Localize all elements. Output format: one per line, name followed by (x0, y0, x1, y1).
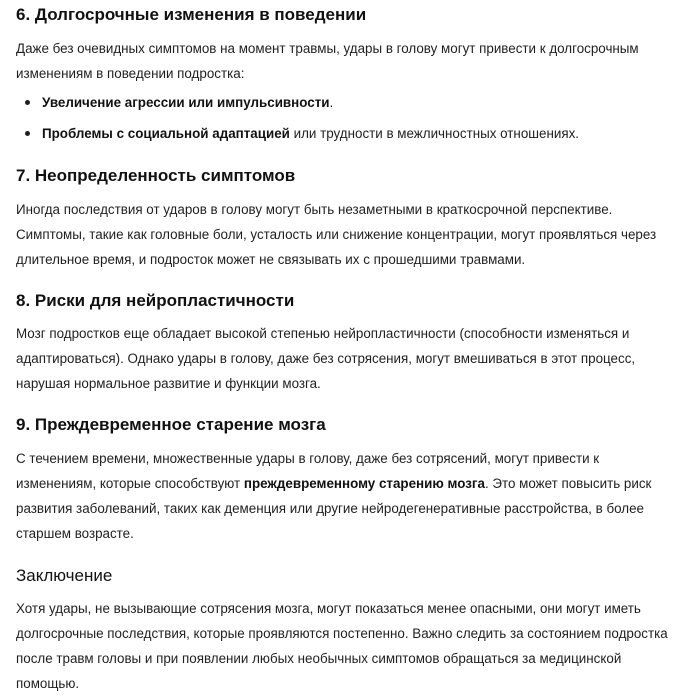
text-line: старшем возрасте. (16, 526, 134, 541)
text-line: развития заболеваний, таких как деменция или другие нейродегенеративные расстройства, в более (16, 501, 644, 516)
section-7-heading: 7. Неопределенность симптомов (16, 166, 296, 185)
text-fragment: изменениям, которые способствуют (16, 476, 244, 491)
section-6-heading: 6. Долгосрочные изменения в поведении (16, 5, 367, 24)
section-7-text (16, 197, 690, 272)
text-line: Даже без очевидных симптомов на момент травмы, удары в голову могут привести к долгосрочным (16, 41, 639, 56)
text-line: адаптироваться). Однако удары в голову, даже без сотрясения, могут вмешиваться в этот процесс, (16, 351, 636, 366)
text-line (16, 471, 690, 496)
text-line: нарушая нормальное развитие и функции мозга. (16, 376, 321, 391)
list-item (16, 121, 690, 146)
bullet-rest: или трудности в межличностных отношениях. (289, 126, 579, 141)
list-item (16, 90, 690, 115)
bullet-dot (25, 100, 30, 105)
conclusion-text (16, 596, 690, 696)
text-line: Хотя удары, не вызывающие сотрясения мозга, могут показаться менее опасными, они могут иметь (16, 601, 641, 616)
section-8-text (16, 321, 690, 396)
text-line: долгосрочные последствия, которые проявляются постепенно. Важно следить за состоянием подростка (16, 626, 668, 641)
text-line: С течением времени, множественные удары в голову, даже без сотрясений, могут привести к (16, 451, 600, 466)
emphasis-text: преждевременному старению мозга (243, 476, 485, 491)
section-9-heading: 9. Преждевременное старение мозга (16, 415, 326, 434)
conclusion-heading: Заключение (16, 566, 113, 585)
bullet-bold: Увеличение агрессии или импульсивности (42, 95, 330, 110)
text-line: после травм головы и при появлении любых необычных симптомов обращаться за медицинской (16, 651, 622, 666)
text-line: изменениям в поведении подростка: (16, 66, 245, 81)
text-line: длительное время, и подросток может не связывать их с прошедшими травмами. (16, 252, 526, 267)
bullet-rest: . (329, 95, 334, 110)
bullet-dot (25, 131, 30, 136)
bullet-bold: Проблемы с социальной адаптацией (42, 126, 290, 141)
section-6-intro (16, 36, 690, 86)
section-8-heading: 8. Риски для нейропластичности (16, 291, 295, 310)
text-line: Симптомы, такие как головные боли, усталость или снижение концентрации, могут проявляться через (16, 227, 657, 242)
text-fragment: . Это может повысить риск (484, 476, 652, 491)
section-6-list (16, 90, 690, 146)
text-line: Мозг подростков еще обладает высокой степенью нейропластичности (способности изменяться и (16, 326, 630, 341)
section-9-text (16, 446, 690, 546)
text-line: помощью. (16, 676, 80, 691)
text-line: Иногда последствия от ударов в голову могут быть незаметными в краткосрочной перспективе. (16, 202, 613, 217)
